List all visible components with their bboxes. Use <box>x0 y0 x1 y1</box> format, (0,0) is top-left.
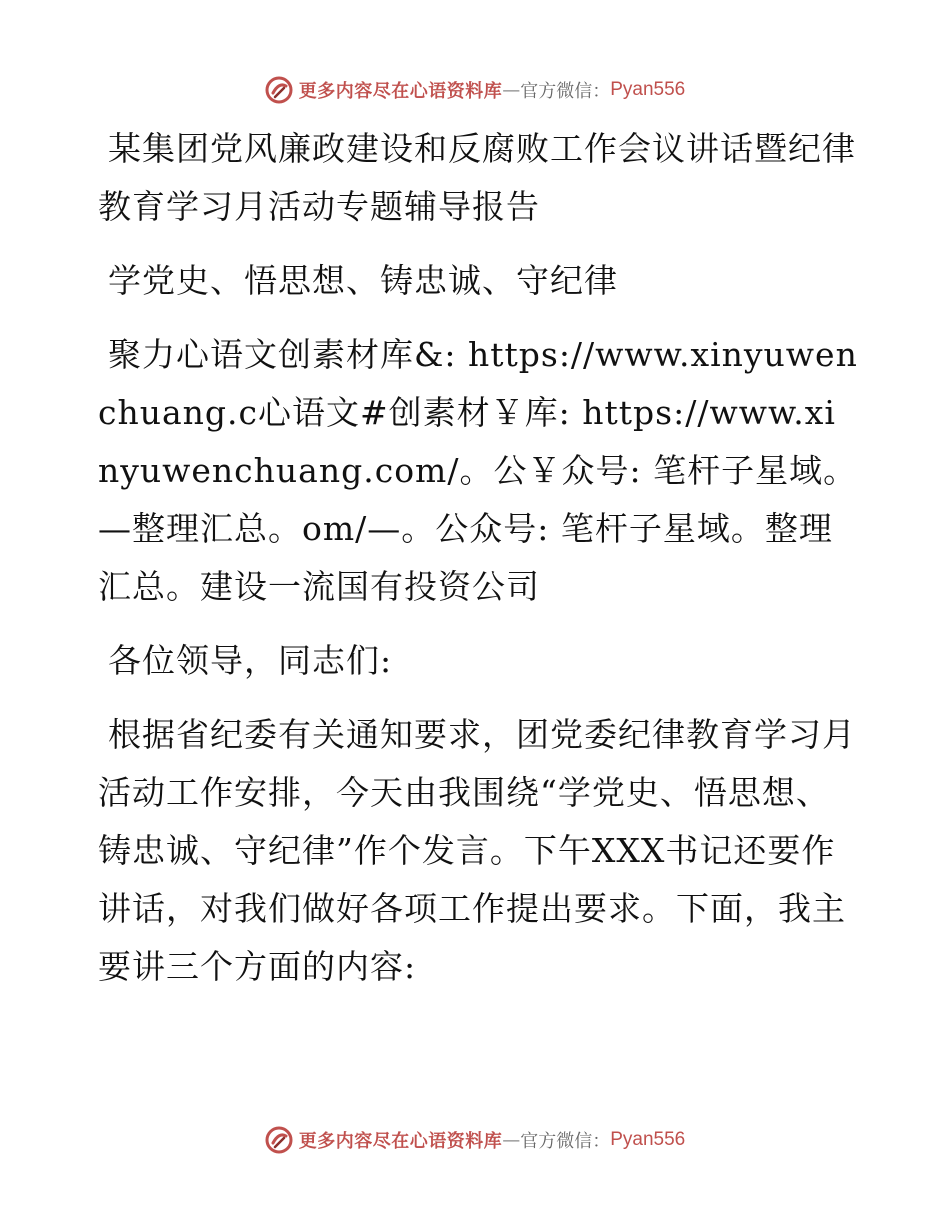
document-body <box>98 120 858 1012</box>
banner-wechat-label: 官方微信： <box>520 81 611 102</box>
banner-wechat-id: Pyan556 <box>610 1129 686 1150</box>
document-subtitle: 学党史、悟思想、铸忠诚、守纪律 <box>108 261 618 300</box>
swirl-logo-icon <box>265 1126 293 1154</box>
swirl-logo-icon <box>265 76 293 104</box>
body-paragraph: 根据省纪委有关通知要求，团党委纪律教育学习月活动工作安排，今天由我围绕“学党史、悟思想、铸忠诚、守纪律”作个发言。下午XXX书记还要作讲话，对我们做好各项工作提出要求。下面，我主要讲三个方面的内容: <box>98 715 856 986</box>
banner-dash: — <box>502 79 521 101</box>
salutation: 各位领导，同志们: <box>108 641 393 680</box>
banner-wechat-label: 官方微信： <box>520 1131 611 1152</box>
banner-title: 更多内容尽在心语资料库 <box>298 1131 503 1152</box>
footer-banner <box>0 1122 950 1158</box>
document-title: 某集团党风廉政建设和反腐败工作会议讲话暨纪律教育学习月活动专题辅导报告 <box>98 129 856 226</box>
banner-dash: — <box>502 1129 521 1151</box>
banner-wechat-id: Pyan556 <box>610 79 686 100</box>
source-note: 聚力心语文创素材库&: https://www.xinyuwenchuang.c心语文#创素材￥库: https://www.xinyuwenchuang.com/。公￥众号: 笔杆子星域。—整理汇总。om/—。公众号: 笔杆子星域。整理汇总。建设一流国有投资公司 <box>98 335 858 606</box>
banner-title: 更多内容尽在心语资料库 <box>298 81 503 102</box>
header-banner <box>0 72 950 108</box>
